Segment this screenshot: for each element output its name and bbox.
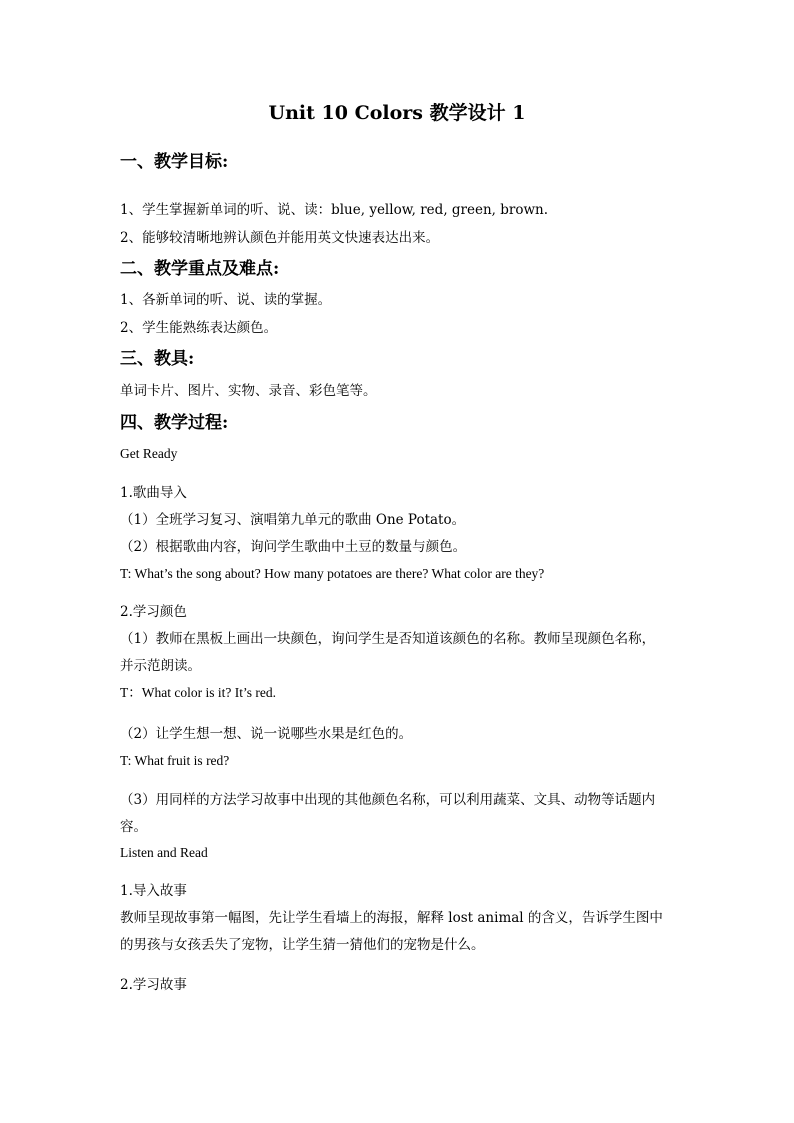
colors-step-1-line-2: 并示范朗读。 bbox=[120, 658, 201, 674]
song-heading: 1.歌曲导入 bbox=[120, 485, 187, 501]
story-intro-line-2: 的男孩与女孩丢失了宠物，让学生猜一猜他们的宠物是什么。 bbox=[120, 937, 485, 953]
objective-item-1: 1、学生掌握新单词的听、说、读：blue, yellow, red, green, brown. bbox=[120, 202, 549, 218]
key-point-item-2: 2、学生能熟练表达颜色。 bbox=[120, 320, 278, 336]
section-heading-objectives: 一、教学目标: bbox=[120, 152, 229, 172]
story-learn-heading: 2.学习故事 bbox=[120, 977, 187, 993]
story-intro-line-1: 教师呈现故事第一幅图，先让学生看墙上的海报，解释 lost animal 的含义，告诉学生图中 bbox=[120, 910, 663, 926]
song-teacher-line: T: What’s the song about? How many potatoes are there? What color are they? bbox=[120, 566, 545, 581]
subsection-listen-and-read: Listen and Read bbox=[120, 845, 208, 860]
subsection-get-ready: Get Ready bbox=[120, 446, 178, 461]
song-step-1: （1）全班学习复习、演唱第九单元的歌曲 One Potato。 bbox=[120, 512, 466, 528]
colors-heading: 2.学习颜色 bbox=[120, 604, 187, 620]
materials-text: 单词卡片、图片、实物、录音、彩色笔等。 bbox=[120, 383, 377, 399]
story-intro-heading: 1.导入故事 bbox=[120, 883, 187, 899]
section-heading-key-points: 二、教学重点及难点: bbox=[120, 259, 280, 279]
key-point-item-1: 1、各新单词的听、说、读的掌握。 bbox=[120, 292, 332, 308]
colors-step-1-line-1: （1）教师在黑板上画出一块颜色，询问学生是否知道该颜色的名称。教师呈现颜色名称， bbox=[120, 631, 656, 647]
song-step-2: （2）根据歌曲内容，询问学生歌曲中土豆的数量与颜色。 bbox=[120, 539, 467, 555]
colors-teacher-line-1: T：What color is it? It’s red. bbox=[120, 685, 276, 700]
section-heading-process: 四、教学过程: bbox=[120, 413, 229, 433]
colors-teacher-line-2: T: What fruit is red? bbox=[120, 753, 230, 768]
objective-item-2: 2、能够较清晰地辨认颜色并能用英文快速表达出来。 bbox=[120, 230, 440, 246]
section-heading-materials: 三、教具: bbox=[120, 349, 195, 369]
colors-step-3-line-2: 容。 bbox=[120, 819, 147, 835]
colors-step-3-line-1: （3）用同样的方法学习故事中出现的其他颜色名称，可以利用蔬菜、文具、动物等话题内 bbox=[120, 792, 656, 808]
colors-step-2: （2）让学生想一想、说一说哪些水果是红色的。 bbox=[120, 726, 413, 742]
document-title: Unit 10 Colors 教学设计 1 bbox=[268, 102, 526, 124]
